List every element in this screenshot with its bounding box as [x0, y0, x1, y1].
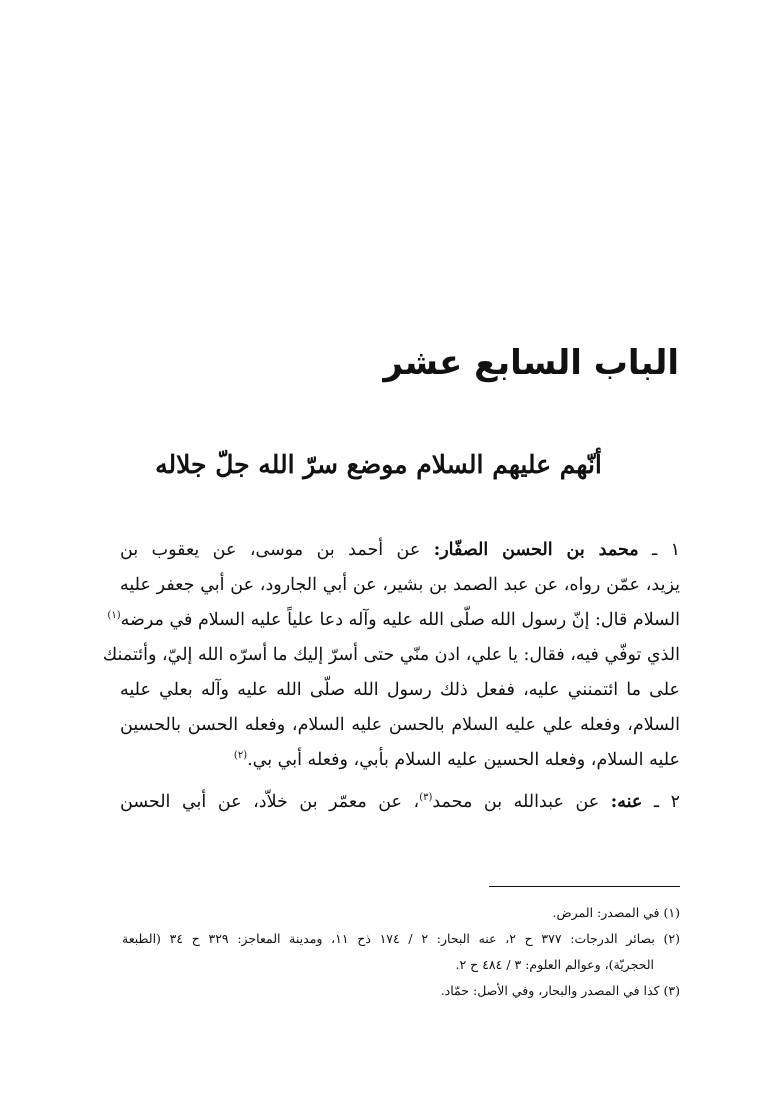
paragraph-1-line-1-text: عن أحمد بن موسى، عن يعقوب بن: [120, 540, 421, 560]
paragraph-2-text-part-2: ، عن معمّر بن خلاّد، عن أبي الحسن: [120, 792, 420, 812]
paragraph-1-narrator: محمد بن الحسن الصفّار:: [433, 540, 639, 560]
paragraph-2-line-1: [120, 785, 680, 820]
footnote-2-line-1: (٢) بصائر الدرجات: ٣٧٧ ح ٢، عنه البحار: ٢ / ١٧٤ ذح ١١، ومدينة المعاجز: ٣٢٩ ح ٣٤ (الطبعة: [122, 931, 680, 946]
paragraph-1-line-7-text: عليه السلام، وفعله الحسين عليه السلام بأبي، وفعله أبي بي.: [247, 750, 680, 770]
paragraph-1-number: ١ ـ: [652, 540, 680, 560]
paragraph-1-line-6: السلام، وفعله علي عليه السلام بالحسن عليه السلام، وفعله الحسن بالحسين: [120, 715, 680, 735]
section-title: أنّهم عليهم السلام موضع سرّ الله جلّ جلاله: [155, 450, 602, 479]
footnote-1: (١) في المصدر: المرض.: [552, 905, 680, 920]
paragraph-2-text-part-1: عن عبدالله بن محمد: [432, 792, 600, 812]
paragraph-2-number: ٢ ـ: [653, 792, 680, 812]
paragraph-2-narrator: عنه:: [610, 792, 643, 812]
paragraph-1-line-3: [107, 603, 680, 638]
body-text: [102, 533, 680, 820]
footnotes: [122, 900, 680, 1004]
paragraph-1-line-7: [120, 743, 680, 778]
chapter-title: الباب السابع عشر: [383, 343, 679, 383]
paragraph-1-line-1: [120, 533, 680, 568]
footnote-divider: [489, 886, 680, 887]
paragraph-1-line-4: الذي توفّي فيه، فقال: يا علي، ادن منّي حتى أسرّ إليك ما أسرّه الله إليّ، وأئتمنك: [102, 645, 680, 665]
footnote-3-marker: (٣): [419, 792, 433, 804]
footnote-1-marker: (١): [107, 610, 121, 622]
paragraph-1-line-5: على ما ائتمنني عليه، ففعل ذلك رسول الله صلّى الله عليه وآله بعلي عليه: [120, 680, 680, 700]
footnote-2-marker: (٢): [233, 750, 248, 762]
paragraph-1-line-2: يزيد، عمّن رواه، عن عبد الصمد بن بشير، عن أبي الجارود، عن أبي جعفر عليه: [120, 575, 680, 595]
footnote-3: (٣) كذا في المصدر والبحار، وفي الأصل: حمّاد.: [440, 983, 680, 998]
paragraph-1-line-3-text: السلام قال: إنّ رسول الله صلّى الله عليه وآله دعا علياً عليه السلام في مرضه: [120, 610, 680, 630]
footnote-2-line-2: الحجريّة)، وعوالم العلوم: ٣ / ٤٨٤ ح ٢.: [455, 957, 654, 972]
